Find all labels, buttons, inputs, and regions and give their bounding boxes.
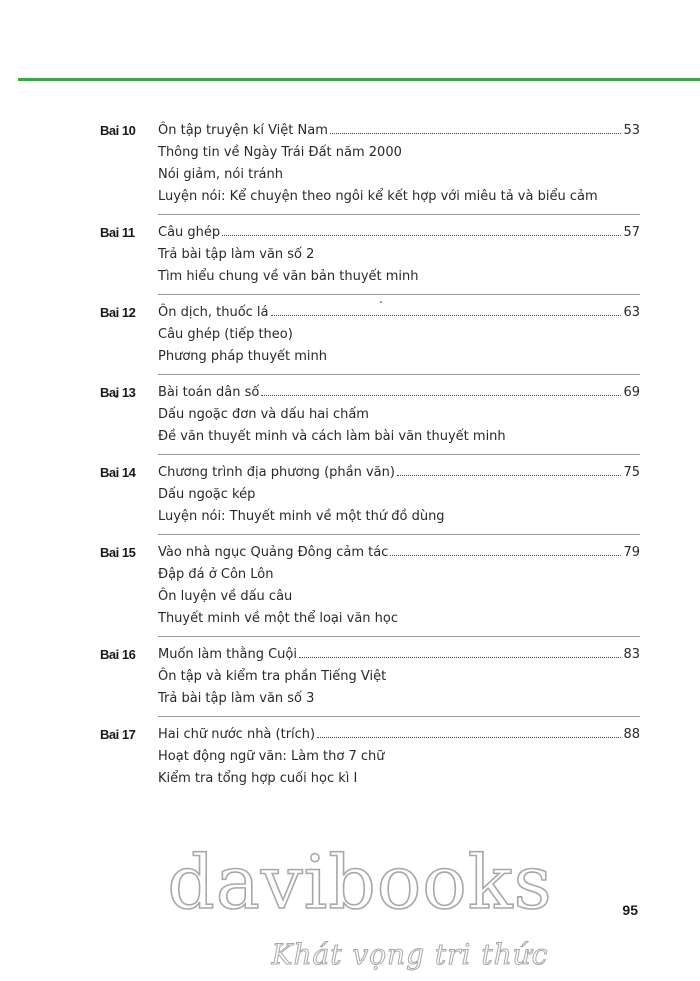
lesson-entries [158,382,640,455]
toc-entry: Đề văn thuyết minh và cách làm bài văn thuyết minh [158,429,506,444]
dot-leader [271,315,622,316]
lesson-label: Bai 12 [100,305,136,320]
header-rule [18,78,700,81]
toc-entry-main [158,644,640,666]
toc-entry-main [158,462,640,484]
lesson-entries [158,542,640,637]
lesson-label: Bai 15 [100,545,136,560]
toc-entry: Hoạt động ngữ văn: Làm thơ 7 chữ [158,749,385,764]
entry-page-number: 63 [623,305,640,320]
lesson-label: Bai 16 [100,647,136,662]
lesson-label: Bai 11 [100,225,135,240]
toc-entry: Dấu ngoặc đơn và dấu hai chấm [158,407,369,422]
entry-page-number: 57 [623,225,640,240]
toc-entry-main [158,120,640,142]
toc-lesson [100,542,640,637]
page-number: 95 [622,902,638,918]
dot-leader [330,133,622,134]
toc-entry: Thuyết minh về một thể loại văn học [158,611,399,626]
toc-lesson [100,462,640,535]
dot-leader [261,395,621,396]
dot-leader [222,235,621,236]
lesson-entries [158,222,640,295]
toc-entry: Ôn tập và kiểm tra phần Tiếng Việt [158,669,387,684]
entry-page-number: 53 [623,123,640,138]
toc-lesson [100,222,640,295]
toc-entry-main [158,382,640,404]
toc-entry: Trả bài tập làm văn số 2 [158,247,315,262]
entry-page-number: 83 [623,647,640,662]
entry-title: Ôn tập truyện kí Việt Nam [158,123,328,138]
toc-entry: Đập đá ở Côn Lôn [158,567,274,582]
lesson-entries [158,644,640,717]
toc-lesson [100,644,640,717]
dot-leader [317,737,621,738]
toc-entry: Dấu ngoặc kép [158,487,256,502]
entry-title: Ôn dịch, thuốc lá [158,305,269,320]
dot-leader [390,555,621,556]
dot-leader [397,475,622,476]
toc-entry: Nói giảm, nói tránh [158,167,284,182]
lesson-entries [158,120,640,215]
toc-entry: Tìm hiểu chung về văn bản thuyết minh [158,269,419,284]
toc-entry-main [158,302,640,324]
watermark-brand: davibooks [167,840,553,926]
entry-title: Vào nhà ngục Quảng Đông cảm tác [158,545,389,560]
toc-entry: Luyện nói: Thuyết minh về một thứ đồ dùng [158,509,445,524]
toc-lesson [100,724,640,796]
entry-page-number: 75 [623,465,640,480]
entry-title: Hai chữ nước nhà (trích) [158,727,316,742]
lesson-entries [158,302,640,375]
toc-entry-main [158,542,640,564]
lesson-label: Bai 17 [100,727,136,742]
toc-entry: Trả bài tập làm văn số 3 [158,691,315,706]
table-of-contents [100,120,640,803]
lesson-label: Bai 10 [100,123,136,138]
entry-title: Chương trình địa phương (phần văn) [158,465,395,480]
entry-page-number: 69 [623,385,640,400]
toc-entry: Câu ghép (tiếp theo) [158,327,293,342]
watermark-tagline: Khát vọng tri thức [271,938,549,971]
toc-entry-main [158,222,640,244]
entry-page-number: 79 [623,545,640,560]
entry-title: Muốn làm thằng Cuội [158,647,297,662]
toc-entry: Kiểm tra tổng hợp cuối học kì I [158,771,358,786]
lesson-entries [158,724,640,796]
lesson-label: Bai 13 [100,385,136,400]
toc-lesson [100,120,640,215]
toc-entry: Ôn luyện về dấu câu [158,589,293,604]
entry-title: Bài toán dân số [158,385,260,400]
entry-title: Câu ghép [158,225,221,240]
toc-entry-main [158,724,640,746]
lesson-entries [158,462,640,535]
toc-lesson [100,382,640,455]
dot-leader [299,657,621,658]
toc-entry: Phương pháp thuyết minh [158,349,327,364]
toc-lesson [100,302,640,375]
entry-page-number: 88 [623,727,640,742]
lesson-label: Bai 14 [100,465,136,480]
toc-entry: Luyện nói: Kể chuyện theo ngôi kể kết hợp với miêu tả và biểu cảm [158,189,598,204]
toc-entry: Thông tin về Ngày Trái Đất năm 2000 [158,145,402,160]
